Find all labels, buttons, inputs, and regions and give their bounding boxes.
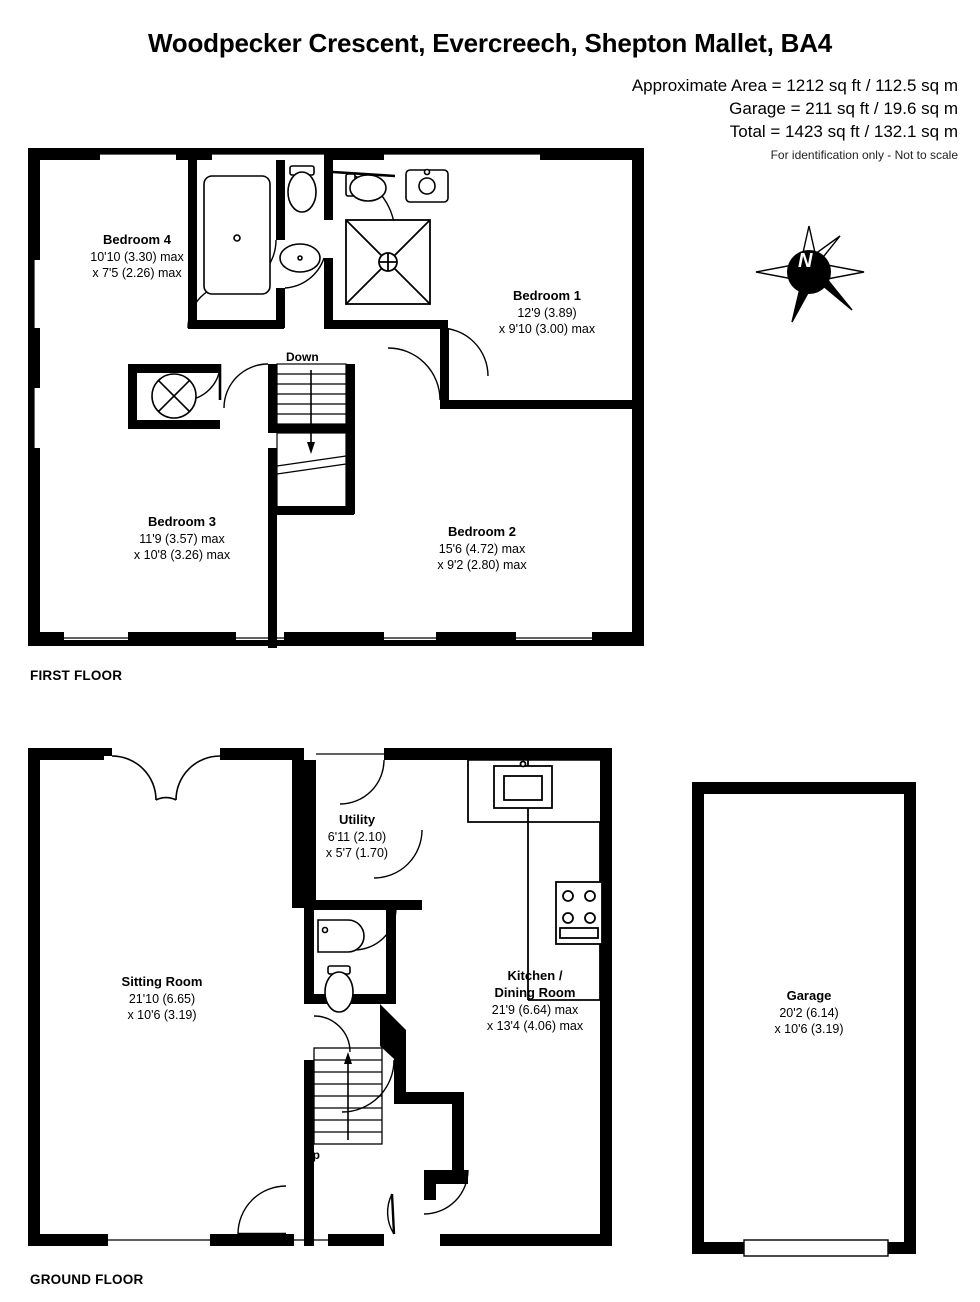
room-label-bedroom-4: Bedroom 4 10'10 (3.30) max x 7'5 (2.26) max (90, 232, 184, 280)
room-label-bedroom-2: Bedroom 2 15'6 (4.72) max x 9'2 (2.80) max (437, 524, 527, 572)
room-label-bedroom-3: Bedroom 3 11'9 (3.57) max x 10'8 (3.26) max (133, 514, 231, 562)
room-label-sitting-room: Sitting Room 21'10 (6.65) x 10'6 (3.19) (121, 974, 203, 1022)
stair-direction-down: Down (286, 350, 319, 364)
compass-rose-icon (752, 222, 868, 326)
room-label-utility: Utility 6'11 (2.10) x 5'7 (1.70) (325, 812, 389, 860)
room-label-bedroom-1: Bedroom 1 12'9 (3.89) x 9'10 (3.00) max (498, 288, 596, 336)
stair-direction-up: Up (304, 1148, 320, 1162)
room-label-garage: Garage 20'2 (6.14) x 10'6 (3.19) (774, 988, 844, 1036)
first-floor-caption: FIRST FLOOR (30, 668, 123, 683)
garage-area: Garage = 211 sq ft / 19.6 sq m (729, 99, 958, 118)
page-title: Woodpecker Crescent, Evercreech, Shepton Mallet, BA4 (147, 28, 833, 58)
approximate-area: Approximate Area = 1212 sq ft / 112.5 sq m (631, 76, 958, 95)
first-floor-plan (28, 148, 688, 668)
ground-floor-caption: GROUND FLOOR (30, 1272, 144, 1287)
total-area: Total = 1423 sq ft / 132.1 sq m (729, 122, 958, 141)
room-label-kitchen-dining-room: Kitchen / Dining Room 21'9 (6.64) max x 13'4 (4.06) max (486, 968, 584, 1033)
compass-north-label: N (798, 250, 813, 272)
disclaimer: For identification only - Not to scale (770, 148, 958, 162)
area-summary (632, 74, 958, 143)
